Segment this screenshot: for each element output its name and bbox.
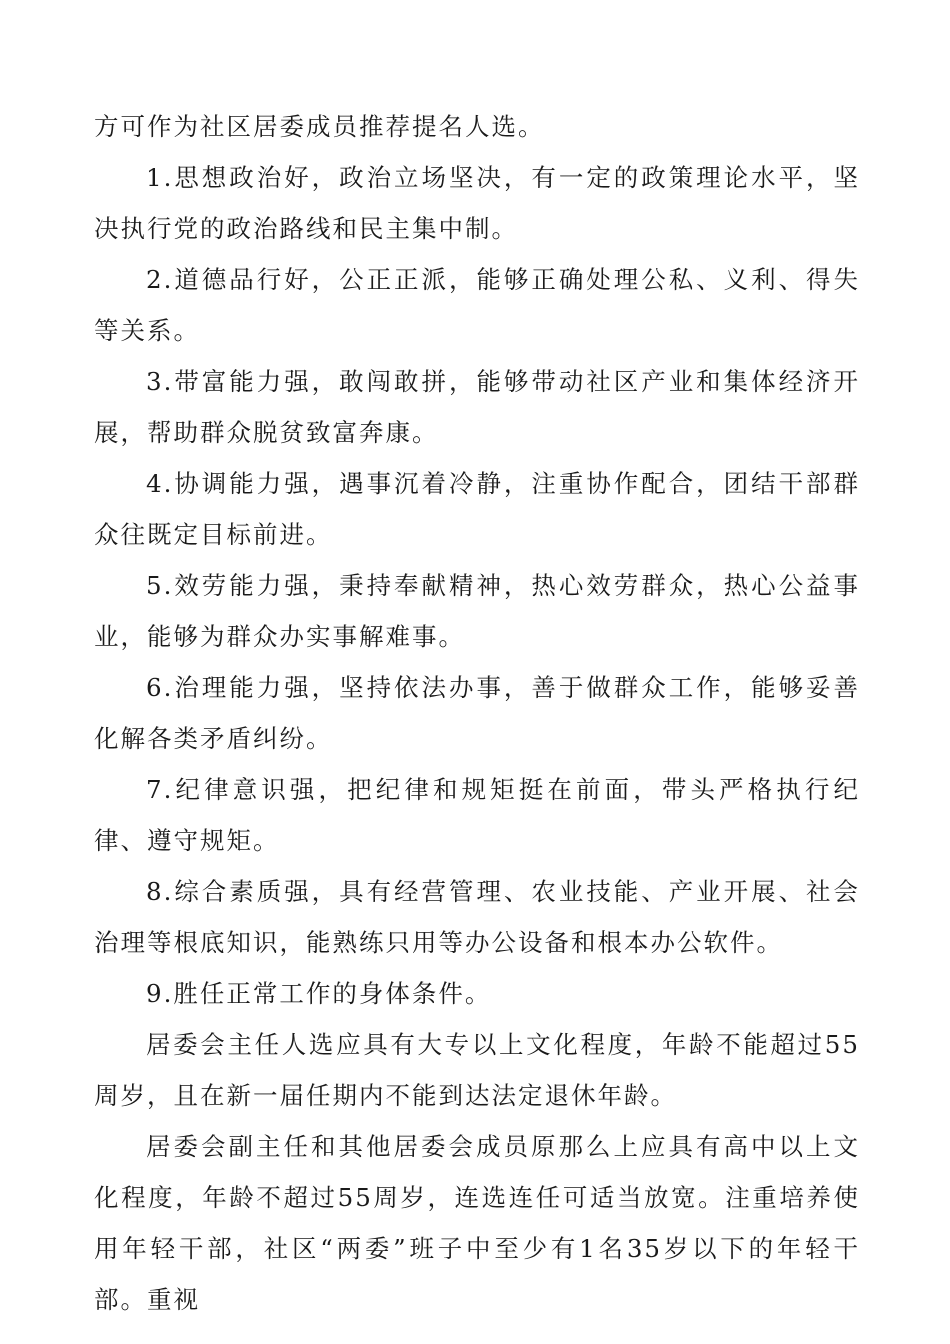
criterion-4: 4.协调能力强，遇事沉着冷静，注重协作配合，团结干部群众往既定目标前进。 bbox=[94, 469, 860, 549]
paragraph-continuation: 方可作为社区居委成员推荐提名人选。 bbox=[94, 112, 545, 141]
criterion-3: 3.带富能力强，敢闯敢拼，能够带动社区产业和集体经济开展，帮助群众脱贫致富奔康。 bbox=[94, 367, 860, 447]
criterion-8: 8.综合素质强，具有经营管理、农业技能、产业开展、社会治理等根底知识，能熟练只用等办公设备和根本办公软件。 bbox=[94, 877, 860, 957]
criterion-7: 7.纪律意识强，把纪律和规矩挺在前面，带头严格执行纪律、遵守规矩。 bbox=[94, 775, 860, 855]
criterion-1: 1.思想政治好，政治立场坚决，有一定的政策理论水平，坚决执行党的政治路线和民主集中制。 bbox=[94, 163, 860, 243]
criterion-5: 5.效劳能力强，秉持奉献精神，热心效劳群众，热心公益事业，能够为群众办实事解难事。 bbox=[94, 571, 860, 651]
deputy-requirements-paragraph: 居委会副主任和其他居委会成员原那么上应具有高中以上文化程度，年龄不超过55周岁，连选连任可适当放宽。注重培养使用年轻干部，社区“两委”班子中至少有1名35岁以下的年轻干部。重视 bbox=[94, 1132, 860, 1314]
criterion-9: 9.胜任正常工作的身体条件。 bbox=[146, 979, 492, 1008]
criterion-2: 2.道德品行好，公正正派，能够正确处理公私、义利、得失等关系。 bbox=[94, 265, 860, 345]
document-body bbox=[94, 101, 860, 1325]
criterion-6: 6.治理能力强，坚持依法办事，善于做群众工作，能够妥善化解各类矛盾纠纷。 bbox=[94, 673, 860, 753]
director-requirements-paragraph: 居委会主任人选应具有大专以上文化程度，年龄不能超过55周岁，且在新一届任期内不能到达法定退休年龄。 bbox=[94, 1030, 860, 1110]
